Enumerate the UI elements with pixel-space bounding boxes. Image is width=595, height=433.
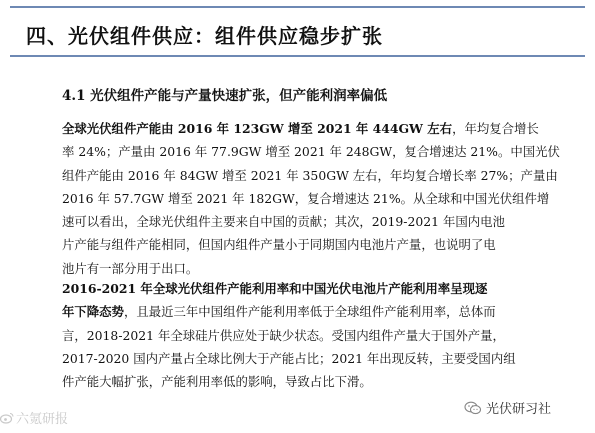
- paragraph-line: [62, 347, 550, 370]
- paragraph-line: [62, 324, 550, 347]
- paragraph-line: [62, 370, 550, 393]
- body-text: 组件产能由 2016 年 84GW 增至 2021 年 350GW 左右，年均复合增长率 27%；产量由: [62, 167, 558, 183]
- body-text: 2016 年 57.7GW 增至 2021 年 182GW，复合增速达 21%。从全球和中国光伏组件增: [62, 190, 550, 206]
- brand-watermark: [464, 398, 551, 417]
- body-text: 率 24%；产量由 2016 年 77.9GW 增至 2021 年 248GW，复合增速达 21%。中国光伏: [62, 144, 560, 160]
- bold-lead-text: 2016-2021 年全球光伏组件产能利用率和中国光伏电池片产能利用率呈现逐: [62, 281, 488, 296]
- section-heading: 4.1 光伏组件产能与产量快速扩张，但产能利润率偏低: [62, 88, 388, 104]
- paragraph-line: [62, 140, 560, 163]
- body-text: 言，2018-2021 年全球硅片供应处于缺少状态。受国内组件产量大于国外产量，: [62, 327, 505, 343]
- body-text: ，年均复合增长: [452, 121, 539, 136]
- paragraph-line: [62, 300, 550, 323]
- wechat-icon: [464, 401, 482, 415]
- body-text: 速可以看出，全球光伏组件主要来自中国的贡献；其次，2019-2021 年国内电池: [62, 214, 505, 230]
- body-text: 片产能与组件产能相同，但国内组件产量小于同期国内电池片产量，也说明了电: [62, 237, 496, 253]
- watermark-left-text: 六氪研报: [16, 412, 69, 427]
- header-rule-top: [10, 6, 585, 8]
- paragraph-line: [62, 164, 558, 187]
- paragraph-line: [62, 233, 550, 256]
- body-text: 件产能大幅扩张，产能利用率低的影响，导致占比下滑。: [62, 374, 372, 390]
- paragraph-2: [62, 277, 550, 393]
- weibo-logo-icon: [0, 412, 14, 424]
- bold-lead-text: 全球光伏组件产能由 2016 年 123GW 增至 2021 年 444GW 左右: [62, 121, 453, 136]
- watermark-left: [0, 408, 68, 427]
- paragraph-line: [62, 277, 550, 300]
- paragraph-line: [62, 117, 550, 140]
- page-title: 四、光伏组件供应：组件供应稳步扩张: [26, 24, 383, 48]
- brand-text: 光伏研习社: [486, 402, 552, 417]
- body-text: 池片有一部分用于出口。: [62, 260, 199, 276]
- paragraph-1: [62, 117, 560, 280]
- bold-lead-text: 年下降态势: [62, 304, 124, 320]
- paragraph-line: [62, 187, 550, 210]
- paragraph-line: [62, 210, 550, 233]
- body-text: 2017-2020 国内产量占全球比例大于产能占比；2021 年出现反转，主要受国内组: [62, 350, 516, 366]
- header-rule-bottom: [10, 55, 585, 57]
- body-text: ，且最近三年中国组件产能利用率低于全球组件产能利用率，总体而: [123, 304, 496, 320]
